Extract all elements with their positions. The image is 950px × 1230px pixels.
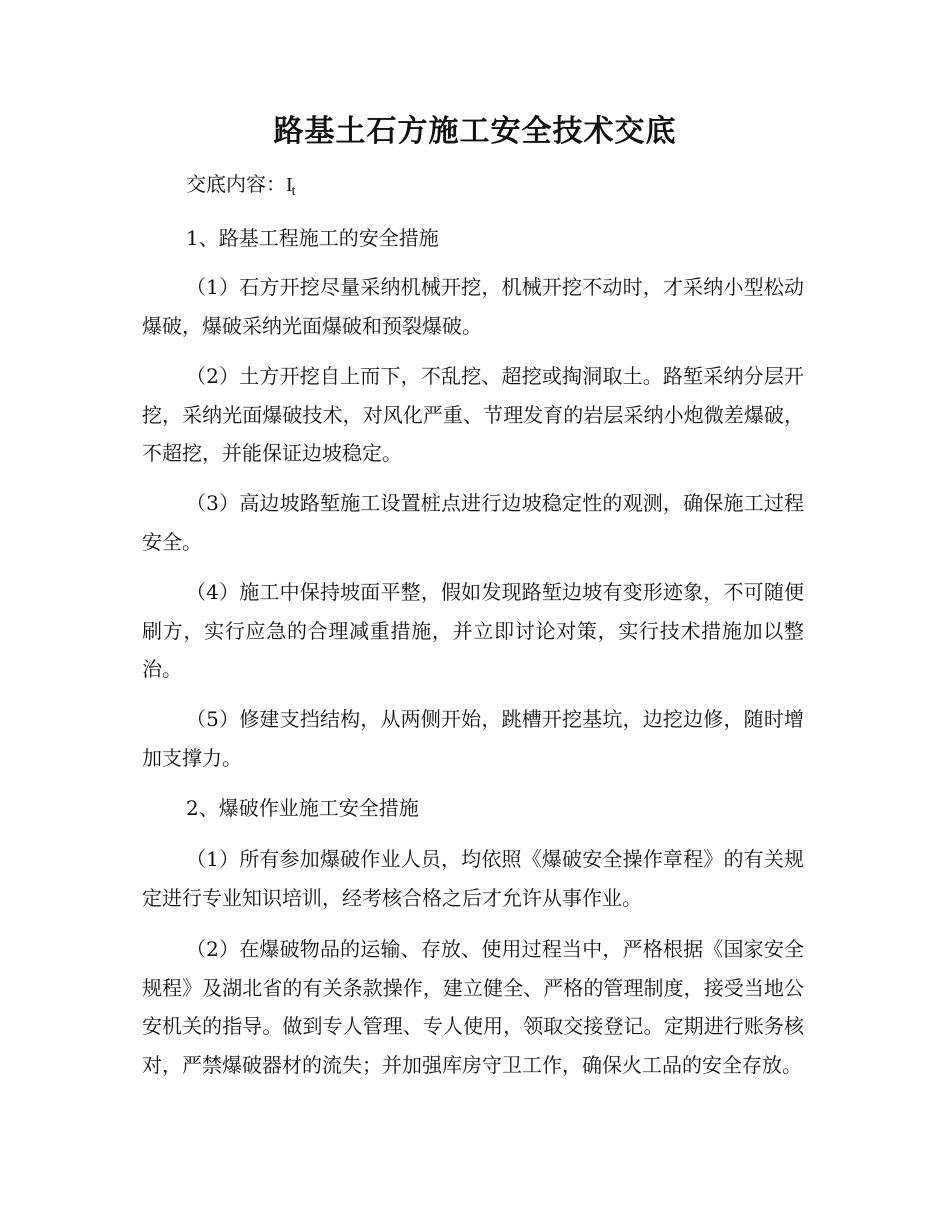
- intro-mark: [286, 174, 295, 199]
- section1-heading: 1、路基工程施工的安全措施: [186, 226, 439, 250]
- document-title: 路基土石方施工安全技术交底: [273, 114, 677, 149]
- section2-heading: 2、爆破作业施工安全措施: [186, 796, 419, 820]
- section2-item-1: （1）所有参加爆破作业人员，均依照《爆破安全操作章程》的有关规定进行专业知识培训，经考核合格之后才允许从事作业。: [142, 847, 804, 910]
- section1-item-4: （4）施工中保持坡面平整，假如发现路堑边坡有变形迹象，不可随便刷方，实行应急的合理减重措施，并立即讨论对策，实行技术措施加以整治。: [142, 580, 804, 681]
- intro-mark-main: I: [286, 174, 292, 196]
- intro-line: [142, 165, 804, 212]
- section1-item-1: （1）石方开挖尽量采纳机械开挖，机械开挖不动时，才采纳小型松动爆破，爆破采纳光面爆破和预裂爆破。: [142, 275, 804, 338]
- intro-label: 交底内容：: [186, 172, 286, 196]
- section1-item-5: （5）修建支挡结构，从两侧开始，跳槽开挖基坑，边挖边修，随时增加支撑力。: [142, 707, 804, 770]
- intro-mark-sub: t: [291, 184, 295, 199]
- section1-item-3: （3）高边坡路堑施工设置桩点进行边坡稳定性的观测，确保施工过程安全。: [142, 491, 804, 554]
- section2-item-2: （2）在爆破物品的运输、存放、使用过程当中，严格根据《国家安全规程》及湖北省的有关条款操作，建立健全、严格的管理制度，接受当地公安机关的指导。做到专人管理、专人使用，领取交接登记。定期进行账务核对，严禁爆破器材的流失；并加强库房守卫工作，确保火工品的安全存放。: [142, 937, 804, 1077]
- section1-item-2: （2）土方开挖自上而下，不乱挖、超挖或掏洞取土。路堑采纳分层开挖，采纳光面爆破技术，对风化严重、节理发育的岩层采纳小炮微差爆破，不超挖，并能保证边坡稳定。: [142, 364, 804, 465]
